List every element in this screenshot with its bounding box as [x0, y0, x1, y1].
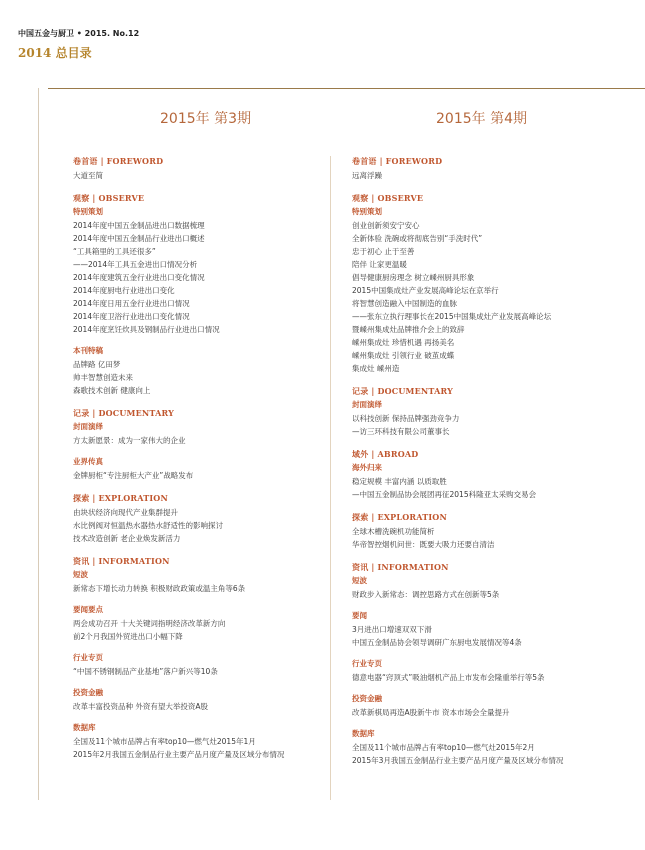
toc-entry: 金牌厨柜“专注厨柜大产业”战略发布	[73, 471, 194, 480]
toc-entry: 德意电器“窍顶式”吸油烟机产品上市发布会隆重举行等5条	[352, 673, 545, 682]
toc-entry: 创业创新须安宁安心	[352, 221, 420, 230]
toc-entry: 改革新棋局再造A股新牛市 资本市场会全量提升	[352, 708, 510, 717]
subsection-title: 要闻	[352, 611, 367, 620]
section-title: 资讯 | INFORMATION	[73, 556, 170, 566]
toc-section	[73, 493, 343, 545]
toc-entry: ——张东立执行理事长在2015中国集成灶产业发展高峰论坛	[352, 312, 552, 321]
toc-column-right	[352, 156, 632, 778]
toc-entry: 暨嵊州集成灶品牌推介会上的致辞	[352, 325, 465, 334]
section-title: 探索 | EXPLORATION	[352, 512, 447, 522]
toc-entry: 远离浮躁	[352, 171, 382, 180]
toc-entry: 倡导健康厨房理念 树立嵊州厨具形象	[352, 273, 475, 282]
toc-entry: 3月进出口增速双双下滑	[352, 625, 432, 634]
toc-entry: 帅丰智慧创造未来	[73, 373, 133, 382]
section-title: 记录 | DOCUMENTARY	[73, 408, 175, 418]
toc-entry: 财政步入新常态：调控思路方式在创新等5条	[352, 590, 500, 599]
toc-entry: 技术改造创新 老企业焕发新活力	[73, 534, 181, 543]
toc-entry: 以科技创新 保持品牌强劲竞争力	[352, 414, 460, 423]
subsection-title: 业界传真	[73, 457, 103, 466]
left-margin-rule	[38, 88, 39, 800]
section-title: 记录 | DOCUMENTARY	[352, 386, 454, 396]
toc-entry: 稳定规模 丰富内涵 以质取胜	[352, 477, 447, 486]
toc-entry: 品牌路 亿田梦	[73, 360, 121, 369]
toc-entry: 2015年2月我国五金制品行业主要产品月度产量及区域分布情况	[73, 750, 285, 759]
subsection-title: 封面演绎	[352, 400, 382, 409]
running-head: 中国五金与厨卫 • 2015. No.12	[18, 29, 140, 38]
toc-entry: 全球木槽洗碗机功能简析	[352, 527, 435, 536]
toc-entry: 中国五金制品协会领导调研广东厨电发展情况等4条	[352, 638, 522, 647]
toc-entry: ——2014年工具五金进出口情况分析	[73, 260, 198, 269]
subsection-title: 行业专页	[352, 659, 382, 668]
toc-entry: 嵊州集成灶 引领行业 破茧成蝶	[352, 351, 455, 360]
toc-section	[352, 449, 632, 501]
subsection-title: 海外归来	[352, 463, 382, 472]
toc-entry: “工具箱里的工具还很多”	[73, 247, 156, 256]
toc-entry: 2014年度中国五金制品行业进出口概述	[73, 234, 205, 243]
toc-entry: 2015年3月我国五金制品行业主要产品月度产量及区域分布情况	[352, 756, 564, 765]
toc-entry: 2014年度日用五金行业进出口情况	[73, 299, 190, 308]
toc-section	[73, 156, 343, 182]
toc-entry: 森歌技术创新 健康向上	[73, 386, 151, 395]
toc-entry: “中国不锈钢制品产业基地”落户新兴等10条	[73, 667, 218, 676]
toc-entry: 全国及11个城市品牌占有率top10—燃气灶2015年1月	[73, 737, 256, 746]
subsection-title: 短波	[73, 570, 88, 579]
top-rule	[48, 88, 645, 89]
toc-entry: 新常态下增长动力转换 积极财政政策或温主角等6条	[73, 584, 246, 593]
section-title: 卷首语 | FOREWORD	[73, 156, 164, 166]
toc-entry: 2014年度厨电行业进出口变化	[73, 286, 175, 295]
toc-entry: —访三环科技有限公司董事长	[352, 427, 450, 436]
toc-entry: 2014年度中国五金制品进出口数据梳理	[73, 221, 205, 230]
toc-title: 2014 总目录	[18, 46, 92, 60]
toc-section	[73, 408, 343, 482]
toc-entry: 水比例阀对恒温热水器热水舒适性的影响探讨	[73, 521, 223, 530]
subsection-title: 数据库	[352, 729, 375, 738]
toc-entry: 大道至简	[73, 171, 103, 180]
toc-section	[73, 556, 343, 761]
toc-entry: 方太新愿景：成为一家伟大的企业	[73, 436, 186, 445]
toc-section	[352, 562, 632, 767]
toc-column-left	[73, 156, 343, 772]
subsection-title: 投资金融	[73, 688, 103, 697]
toc-section	[352, 512, 632, 551]
toc-entry: 2014年度建筑五金行业进出口变化情况	[73, 273, 205, 282]
section-title: 观察 | OBSERVE	[73, 193, 145, 203]
section-title: 观察 | OBSERVE	[352, 193, 424, 203]
toc-entry: 2014年度卫浴行业进出口变化情况	[73, 312, 190, 321]
subsection-title: 数据库	[73, 723, 96, 732]
toc-entry: 全国及11个城市品牌占有率top10—燃气灶2015年2月	[352, 743, 535, 752]
toc-entry: 两会成功召开 十大关键词指明经济改革新方向	[73, 619, 226, 628]
toc-section	[352, 156, 632, 182]
toc-entry: 全新体验 洗碗或将彻底告别“手洗时代”	[352, 234, 483, 243]
toc-entry: 忠于初心 止于至善	[352, 247, 415, 256]
subsection-title: 封面演绎	[73, 422, 103, 431]
toc-entry: —中国五金制品协会展团再征2015科隆亚太采购交易会	[352, 490, 537, 499]
toc-entry: 陪伴 让家更温暖	[352, 260, 407, 269]
subsection-title: 特别策划	[352, 207, 382, 216]
subsection-title: 要闻要点	[73, 605, 103, 614]
toc-entry: 2015中国集成灶产业发展高峰论坛在京举行	[352, 286, 499, 295]
section-title: 资讯 | INFORMATION	[352, 562, 449, 572]
toc-section	[352, 386, 632, 438]
toc-entry: 改革丰富投资品种 外资有望大举投资A股	[73, 702, 209, 711]
toc-entry: 前2个月我国外贸进出口小幅下降	[73, 632, 183, 641]
section-title: 探索 | EXPLORATION	[73, 493, 168, 503]
subsection-title: 行业专页	[73, 653, 103, 662]
subsection-title: 本刊特稿	[73, 346, 103, 355]
toc-entry: 集成灶 嵊州造	[352, 364, 400, 373]
toc-section	[73, 193, 343, 397]
toc-entry: 将智慧创造融入中国制造的血脉	[352, 299, 457, 308]
issue-heading-right: 2015年 第4期	[436, 111, 527, 127]
subsection-title: 投资金融	[352, 694, 382, 703]
toc-entry: 华帝智控烟机问世：既要大吸力还要自清洁	[352, 540, 495, 549]
section-title: 卷首语 | FOREWORD	[352, 156, 443, 166]
toc-entry: 嵊州集成灶 珍惜机遇 再扬美名	[352, 338, 455, 347]
toc-entry: 2014年度烹饪炊具及钢制品行业进出口情况	[73, 325, 220, 334]
section-title: 域外 | ABROAD	[352, 449, 419, 459]
subsection-title: 特别策划	[73, 207, 103, 216]
toc-entry: 由块状经济向现代产业集群提升	[73, 508, 178, 517]
issue-heading-left: 2015年 第3期	[160, 111, 251, 127]
toc-section	[352, 193, 632, 375]
subsection-title: 短波	[352, 576, 367, 585]
